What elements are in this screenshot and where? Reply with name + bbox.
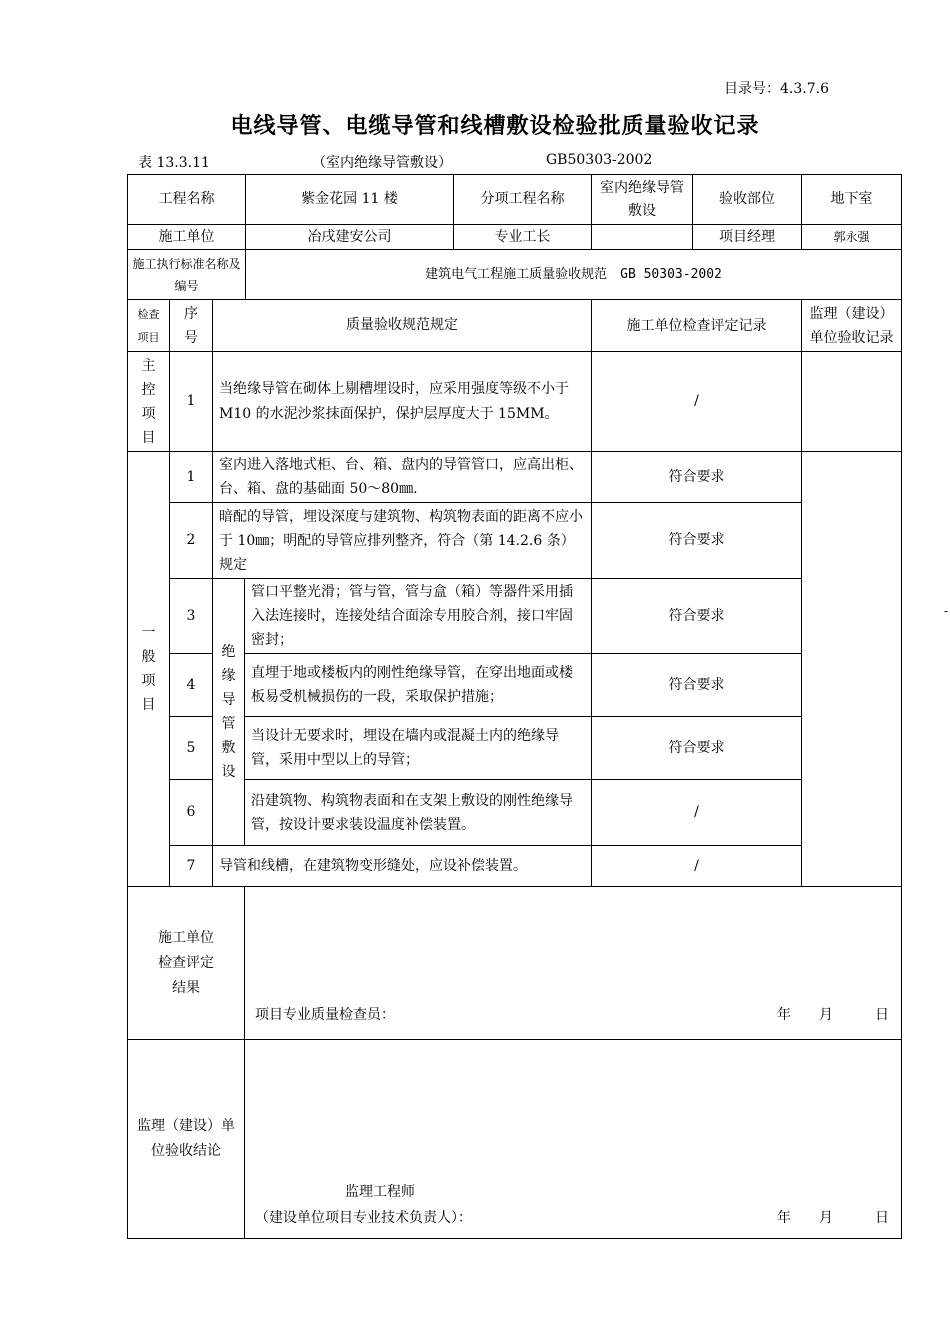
general-row-check: / [592, 846, 802, 887]
main-control-label: 主控项目 [128, 352, 170, 452]
general-row-check: 符合要求 [592, 654, 802, 717]
result-date: 年 月 日 [777, 1007, 889, 1023]
general-row-seq: 4 [170, 654, 213, 717]
standard-label: 施工执行标准名称及编号 [128, 250, 246, 300]
sub-project-label: 分项工程名称 [454, 175, 592, 225]
main-row-seq: 1 [170, 352, 213, 452]
general-row-seq: 2 [170, 503, 213, 579]
subtitle: （室内绝缘导管敷设） [312, 155, 452, 171]
standard-code: GB50303-2002 [546, 152, 653, 168]
general-row-check: 符合要求 [592, 717, 802, 780]
edge-mark: - [944, 604, 949, 618]
sub-project: 室内绝缘导管敷设 [592, 175, 693, 225]
general-row-text: 直埋于地或楼板内的刚性绝缘导管，在穿出地面或楼板易受机械损伤的一段，采取保护措施； [245, 654, 592, 717]
engineer-label: 监理工程师 [345, 1184, 415, 1200]
col-check: 施工单位检查评定记录 [592, 300, 802, 352]
accept-part: 地下室 [802, 175, 902, 225]
conclusion-date: 年 月 日 [777, 1210, 889, 1226]
general-row-text: 暗配的导管，埋设深度与建筑物、构筑物表面的距离不应小于 10㎜；明配的导管应排列整齐，符合（第 14.2.6 条）规定 [213, 503, 592, 579]
project-name-label: 工程名称 [128, 175, 246, 225]
general-row-seq: 6 [170, 780, 213, 846]
general-row-seq: 5 [170, 717, 213, 780]
general-row-check: / [592, 780, 802, 846]
col-rule: 质量验收规范规定 [213, 300, 592, 352]
col-seq: 序号 [170, 300, 213, 352]
accept-part-label: 验收部位 [693, 175, 802, 225]
conclusion-signature-area [245, 1040, 902, 1239]
result-label: 施工单位检查评定结果 [128, 887, 245, 1040]
general-row-seq: 7 [170, 846, 213, 887]
general-row-text: 导管和线槽，在建筑物变形缝处，应设补偿装置。 [213, 846, 592, 887]
project-name: 紫金花园 11 楼 [246, 175, 454, 225]
table-number: 表 13.3.11 [138, 155, 210, 171]
engineer-note: （建设单位项目专业技术负责人）： [255, 1210, 472, 1226]
col-item: 检查项目 [128, 300, 170, 352]
standard: 建筑电气工程施工质量验收规范 GB 50303-2002 [246, 250, 902, 300]
main-row-check: / [592, 352, 802, 452]
contractor: 冶戌建安公司 [246, 225, 454, 250]
manager-label: 项目经理 [693, 225, 802, 250]
main-row-text: 当绝缘导管在砌体上剔槽埋设时，应采用强度等级不小于 M10 的水泥沙浆抹面保护，保护层厚度大于 15MM。 [213, 352, 592, 452]
inspection-table [127, 174, 902, 1239]
result-signature-area [245, 887, 902, 1040]
general-row-check: 符合要求 [592, 503, 802, 579]
general-label: 一般项目 [128, 452, 170, 887]
foreman [592, 225, 693, 250]
contractor-label: 施工单位 [128, 225, 246, 250]
col-supervise: 监理（建设）单位验收记录 [802, 300, 902, 352]
general-row-text: 沿建筑物、构筑物表面和在支架上敷设的刚性绝缘导管，按设计要求装设温度补偿装置。 [245, 780, 592, 846]
general-supervise [802, 452, 902, 887]
page-title: 电线导管、电缆导管和线槽敷设检验批质量验收记录 [230, 113, 760, 139]
general-row-text: 室内进入落地式柜、台、箱、盘内的导管管口，应高出柜、台、箱、盘的基础面 50～80㎜. [213, 452, 592, 503]
conclusion-label: 监理（建设）单位验收结论 [128, 1040, 245, 1239]
general-row-check: 符合要求 [592, 452, 802, 503]
inspector-label: 项目专业质量检查员： [255, 1007, 395, 1023]
general-row-text: 当设计无要求时，埋设在墙内或混凝土内的绝缘导管，采用中型以上的导管； [245, 717, 592, 780]
catalog-number: 目录号：4.3.7.6 [724, 81, 829, 97]
general-row-seq: 3 [170, 579, 213, 654]
manager: 郭永强 [802, 225, 902, 250]
general-row-seq: 1 [170, 452, 213, 503]
general-row-text: 管口平整光滑；管与管，管与盒（箱）等器件采用插入法连接时，连接处结合面涂专用胶合剂，接口牢固密封； [245, 579, 592, 654]
general-row-check: 符合要求 [592, 579, 802, 654]
foreman-label: 专业工长 [454, 225, 592, 250]
main-row-supervise [802, 352, 902, 452]
group-label: 绝缘导管敷设 [213, 579, 245, 846]
